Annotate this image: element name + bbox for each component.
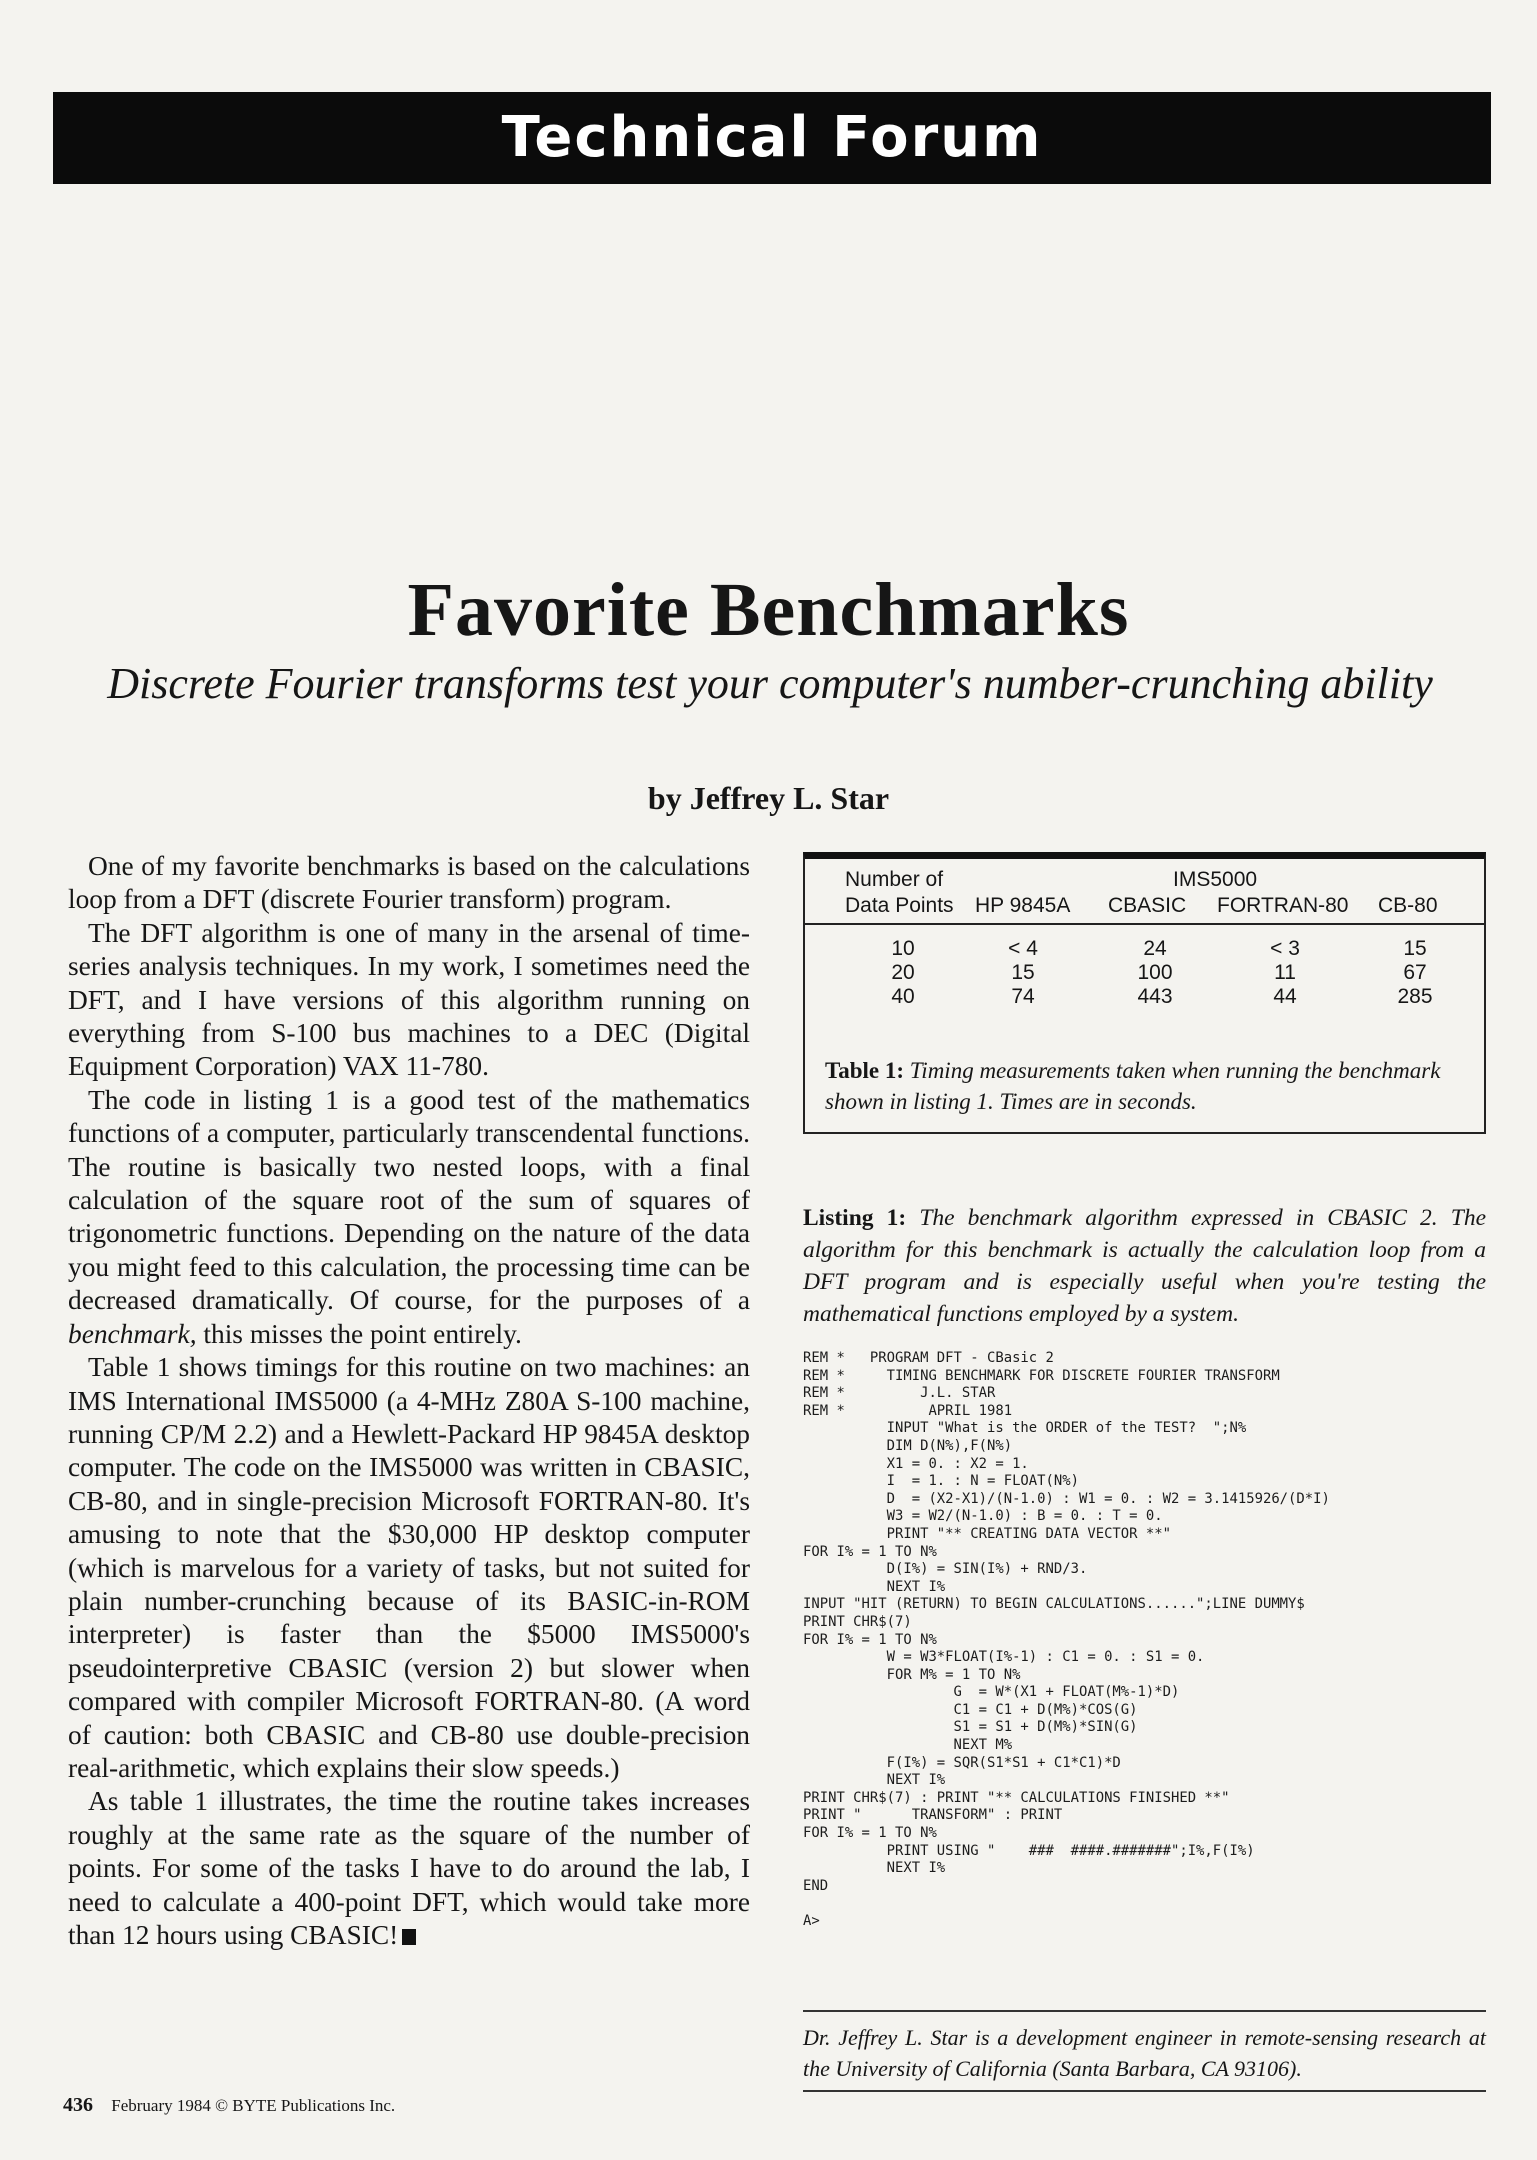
body-paragraph-1: One of my favorite benchmarks is based on the calculations loop from a DFT (discrete Fourier transform) program. [68,851,750,915]
body-paragraph-2: The DFT algorithm is one of many in the arsenal of time-series analysis techniques. In my work, I sometimes need the DFT, and I have versions of this algorithm running on everything from S-100 bus machines to a DEC (Digital Equipment Corporation) VAX 11-780. [68,917,750,1082]
page-number: 436 [63,2094,93,2116]
article-byline: by Jeffrey L. Star [647,780,890,816]
header-fortran80: FORTRAN-80 [1217,894,1349,917]
table-cell: 15 [1011,961,1035,984]
table-cell: 24 [1143,937,1167,960]
listing-caption-text: The benchmark algorithm expressed in CBASIC 2. The algorithm for this benchmark is actually the calculation loop from a DFT program and is especially useful when you're testing the mathematical functions employed by a system. [803,1205,1487,1327]
table-cell: 20 [891,961,915,984]
header-cbasic: CBASIC [1108,894,1187,917]
header-number-of: Number of [845,868,944,891]
article-body [68,850,750,1952]
body-paragraph-4: Table 1 shows timings for this routine on two machines: an IMS International IMS5000 (a 4-MHz Z80A S-100 machine, running CP/M 2.2) and a Hewlett-Packard HP 9845A desktop computer. The code on the IMS5000 was written in CBASIC, CB-80, and in single-precision Microsoft FORTRAN-80. It's amusing to note that the $30,000 HP desktop computer (which is marvelous for a variety of tasks, but not suited for plain number-crunching because of its BASIC-in-ROM interpreter) is faster than the $5000 IMS5000's pseudointerpretive CBASIC (version 2) but slower when compared with compiler Microsoft FORTRAN-80. (A word of caution: both CBASIC and CB-80 use double-precision real-arithmetic, which explains their slow speeds.) [68,1352,750,1783]
table-cell: < 3 [1270,937,1300,960]
table-cell: 67 [1403,961,1427,984]
article-title: Favorite Benchmarks [407,568,1130,652]
table-body [805,937,1484,1009]
header-ims5000: IMS5000 [1173,868,1258,891]
body-paragraph-3-emphasis: benchmark, [68,1318,197,1349]
table-cell: 10 [891,937,915,960]
table-caption-text: Timing measurements taken when running the benchmark shown in listing 1. Times are in seconds. [825,1058,1441,1114]
body-paragraph-3-text-b: this misses the point entirely. [196,1318,522,1349]
table-cell: 40 [891,985,915,1008]
header-data-points: Data Points [845,894,954,917]
section-title: Technical Forum [501,105,1043,170]
table-header [805,867,1484,925]
timing-table [803,852,1486,1134]
bio-rule-bottom [803,2090,1486,2092]
table-cell: 15 [1403,937,1427,960]
table-row [805,937,1484,961]
table-caption-label: Table 1: [825,1058,905,1083]
header-hp9845a: HP 9845A [975,894,1071,917]
page-footer [63,2094,395,2117]
listing-caption [803,1202,1486,1330]
table-row [805,985,1484,1009]
table-cell: 285 [1397,985,1433,1008]
body-paragraph-5-text: As table 1 illustrates, the time the routine takes increases roughly at the same rate as the square of the number of points. For some of the tasks I have to do around the lab, I need to calculate a 400-point DFT, which would take more than 12 hours using CBASIC! [68,1786,750,1950]
code-listing: REM * PROGRAM DFT - CBasic 2 REM * TIMING BENCHMARK FOR DISCRETE FOURIER TRANSFORM REM * J.L. STAR REM * APRIL 1981 INPUT "What is the ORDER of the TEST? ";N% DIM D(N%),F(N%) X1 = 0. : X2 = 1. I = 1. : N = FLOAT(N%) D = (X2-X1)/(N-1.0) : W1 = 0. : W2 = 3.1415926/(D*I) W3 = W2/(N-1.0) : B = 0. : T = 0. PRINT "** CREATING DATA VECTOR **" FOR I% = 1 TO N% D(I%) = SIN(I%) + RND/3. NEXT I% INPUT "HIT (RETURN) TO BEGIN CALCULATIONS......";LINE DUMMY$ PRINT CHR$(7) FOR I% = 1 TO N% W = W3*FLOAT(I%-1) : C1 = 0. : S1 = 0. FOR M% = 1 TO N% G = W*(X1 + FLOAT(M%-1)*D) C1 = C1 + D(M%)*COS(G) S1 = S1 + D(M%)*SIN(G) NEXT M% F(I%) = SQR(S1*S1 + C1*C1)*D NEXT I% PRINT CHR$(7) : PRINT "** CALCULATIONS FINISHED **" PRINT " TRANSFORM" : PRINT FOR I% = 1 TO N% PRINT USING " ### ####.#######";I%,F(I%) NEXT I% END A> [803,1350,1330,1929]
table-cell: 74 [1011,985,1035,1008]
body-paragraph-3-text-a: The code in listing 1 is a good test of the mathematics functions of a computer, particularly transcendental functions. The routine is basically two nested loops, with a final calculation of the square root of the sum of squares of trigonometric functions. Depending on the nature of the data you might feed to this calculation, the processing time can be decreased dramatically. Of course, for the purposes of a [68,1084,750,1316]
table-cell: < 4 [1008,937,1038,960]
body-paragraph-5 [68,1785,750,1952]
end-of-article-mark [402,1929,416,1945]
issue-info: February 1984 © BYTE Publications Inc. [111,2096,396,2115]
body-paragraph-3 [68,1084,750,1351]
section-banner [53,92,1491,184]
table-cell: 100 [1137,961,1173,984]
table-row [805,961,1484,985]
header-cb80: CB-80 [1378,894,1438,917]
table-caption [825,1055,1465,1117]
bio-rule-top [803,2010,1486,2012]
table-cell: 44 [1273,985,1297,1008]
article-subtitle: Discrete Fourier transforms test your computer's number-crunching ability [107,659,1433,708]
author-bio: Dr. Jeffrey L. Star is a development engineer in remote-sensing research at the University of California (Santa Barbara, CA 93106). [803,2025,1486,2081]
table-cell: 11 [1274,961,1296,984]
listing-caption-label: Listing 1: [803,1205,907,1231]
table-cell: 443 [1137,985,1173,1008]
